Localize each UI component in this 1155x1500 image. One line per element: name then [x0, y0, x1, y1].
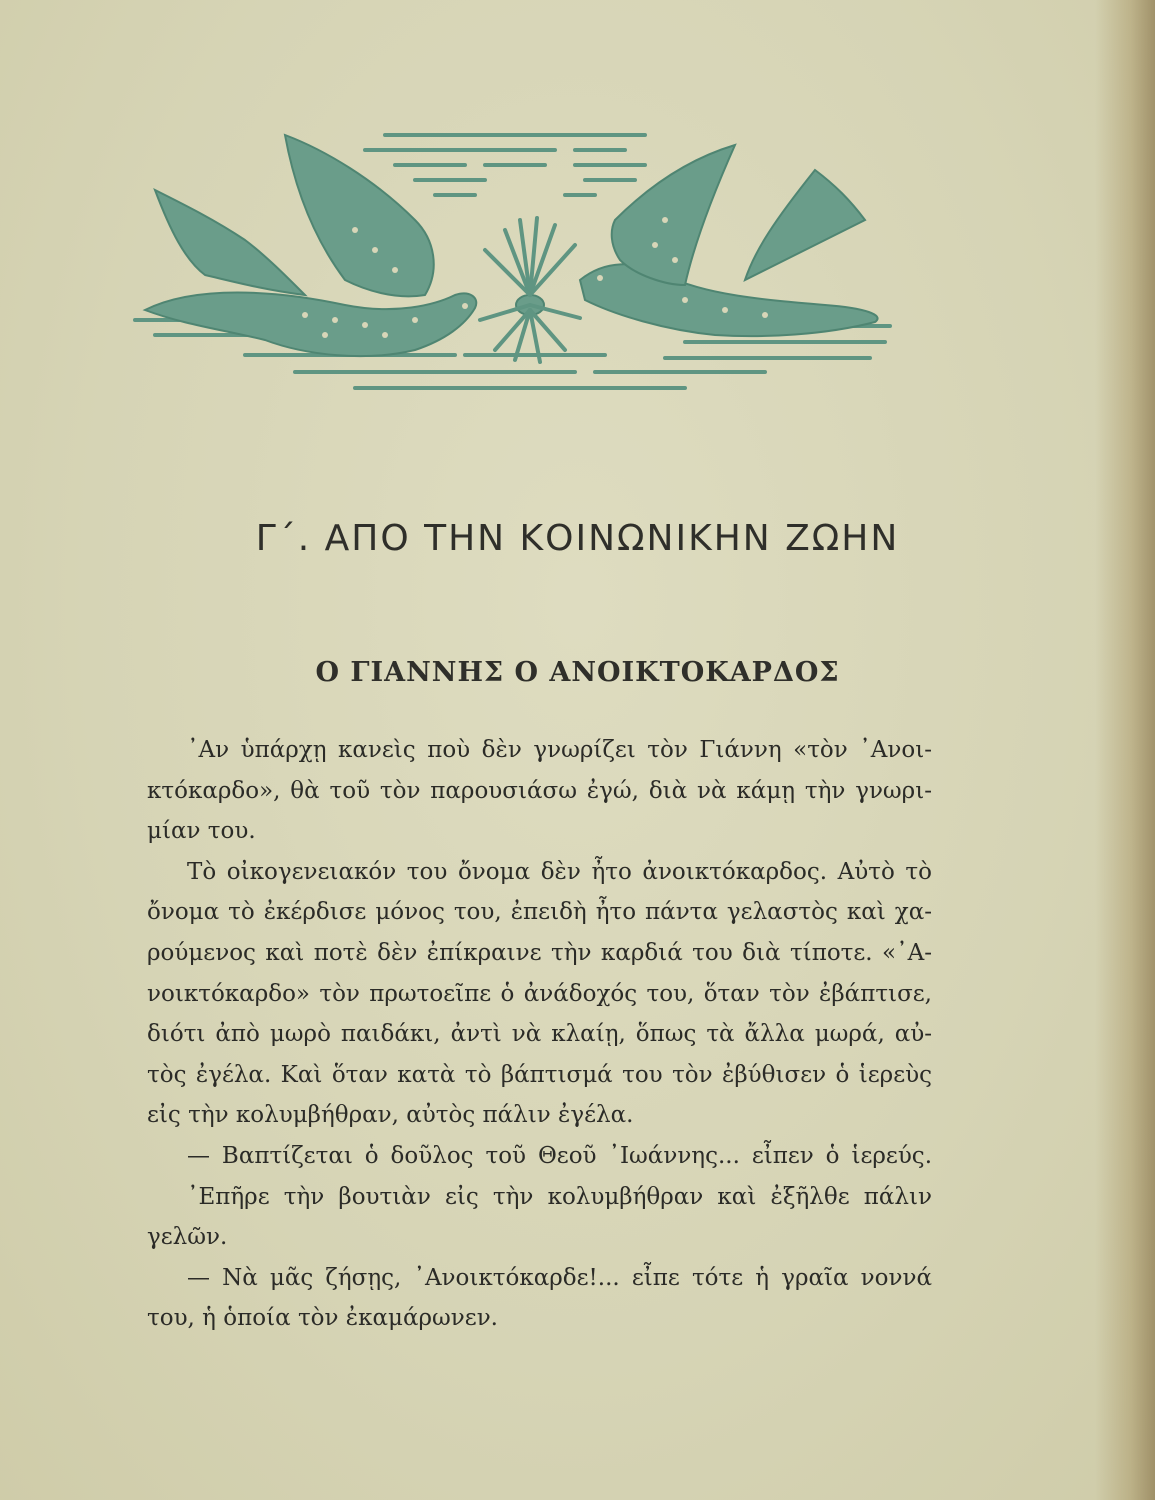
text-line: γελῶν. — [147, 1224, 228, 1251]
text-line: εἰς τὴν κολυμβήθραν, αὐτὸς πάλιν ἐγέλα. — [147, 1102, 634, 1129]
page-edge-shadow — [1095, 0, 1155, 1500]
story-body — [147, 730, 932, 1339]
text-line: ᾿Επῆρε τὴν βουτιὰν εἰς τὴν κολυμβήθραν καὶ ἐξῆλθε πάλιν — [187, 1183, 932, 1210]
text-line: κτόκαρδο», θὰ τοῦ τὸν παρουσιάσω ἐγώ, διὰ νὰ κάμῃ τὴν γνωρι- — [147, 777, 932, 804]
text-line: ὄνομα τὸ ἐκέρδισε μόνος του, ἐπειδὴ ἦτο πάντα γελαστὸς καὶ χα- — [147, 899, 932, 926]
text-line: — Βαπτίζεται ὁ δοῦλος τοῦ Θεοῦ ᾿Ιωάννης... εἶπεν ὁ ἱερεύς. — [187, 1142, 932, 1169]
two-birds-flower-ornament-icon — [125, 110, 895, 410]
text-line: ρούμενος καὶ ποτὲ δὲν ἐπίκραινε τὴν καρδιά του διὰ τίποτε. «᾿Α- — [147, 939, 932, 966]
chapter-title: Ο ΓΙΑΝΝΗΣ Ο ΑΝΟΙΚΤΟΚΑΡΔΟΣ — [315, 657, 840, 688]
text-line: τὸς ἐγέλα. Καὶ ὅταν κατὰ τὸ βάπτισμά του τὸν ἐβύθισεν ὁ ἱερεὺς — [147, 1061, 932, 1088]
text-line: νοικτόκαρδο» τὸν πρωτοεῖπε ὁ ἀνάδοχός του, ὅταν τὸν ἐβάπτισε, — [147, 980, 932, 1007]
text-line: Τὸ οἰκογενειακόν του ὄνομα δὲν ἦτο ἀνοικτόκαρδος. Αὐτὸ τὸ — [187, 858, 932, 885]
text-line: — Νὰ μᾶς ζήσῃς, ᾿Ανοικτόκαρδε!... εἶπε τότε ἡ γραῖα νοννά — [187, 1264, 932, 1291]
text-line: του, ἡ ὁποία τὸν ἐκαμάρωνεν. — [147, 1305, 498, 1332]
text-line: μίαν του. — [147, 818, 256, 845]
text-line: ᾿Αν ὑπάρχῃ κανεὶς ποὺ δὲν γνωρίζει τὸν Γιάννη «τὸν ᾿Ανοι- — [187, 737, 932, 763]
text-line: διότι ἀπὸ μωρὸ παιδάκι, ἀντὶ νὰ κλαίῃ, ὅπως τὰ ἄλλα μωρά, αὐ- — [147, 1021, 932, 1048]
section-heading: Γ΄. ΑΠΟ ΤΗΝ ΚΟΙΝΩΝΙΚΗΝ ΖΩΗΝ — [255, 518, 900, 559]
